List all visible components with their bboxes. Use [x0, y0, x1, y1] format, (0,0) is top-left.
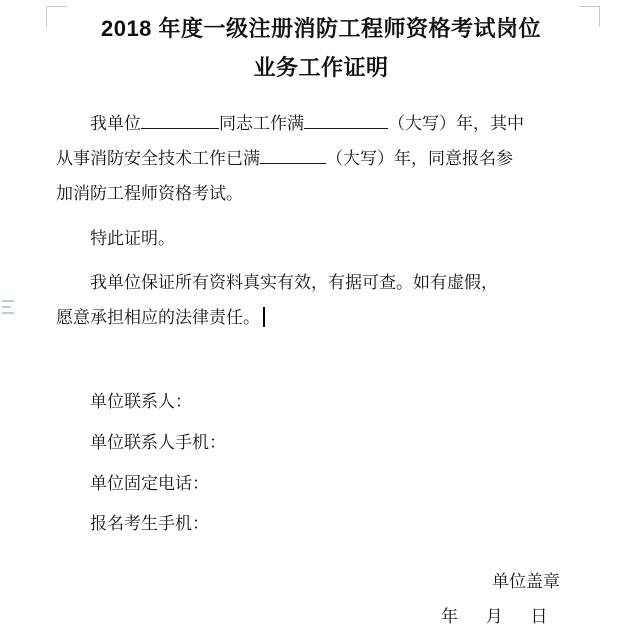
left-margin-rail	[0, 0, 18, 622]
blank-field-years-total[interactable]	[304, 110, 388, 129]
contacts-block	[56, 382, 586, 545]
revision-mark-icon	[2, 300, 14, 302]
title-line-1: 2018 年度一级注册消防工程师资格考试岗位	[100, 16, 542, 41]
document-title	[56, 10, 586, 87]
date-year-label: 年	[441, 607, 459, 627]
paragraph-certify: 特此证明。	[90, 228, 175, 248]
blank-field-years-fire-safety[interactable]	[260, 145, 326, 164]
paragraph-guarantee-line-1: 我单位保证所有资料真实有效，有据可查。如有虚假，	[90, 273, 498, 293]
candidate-mobile-label: 报名考生手机：	[90, 514, 209, 534]
blank-field-name[interactable]	[141, 110, 219, 129]
document-body	[56, 107, 586, 336]
date-line	[56, 602, 586, 627]
paragraph-fire-safety-years	[56, 142, 586, 177]
contact-person-mobile-label: 单位联系人手机：	[90, 432, 226, 452]
date-day-label: 日	[530, 607, 548, 627]
text-cursor	[263, 307, 265, 327]
revision-mark-icon	[2, 312, 14, 314]
date-month-label: 月	[485, 607, 504, 627]
text-uppercase-year-1: （大写）年，其中	[388, 114, 524, 133]
contact-landline-label: 单位固定电话：	[90, 473, 209, 493]
title-line-2: 业务工作证明	[253, 54, 389, 80]
paragraph-guarantee-line-2	[56, 301, 586, 336]
revision-marks	[2, 300, 16, 318]
text-uppercase-year-2: （大写）年，同意报名参	[326, 148, 513, 168]
paragraph-employment-statement	[56, 107, 586, 142]
revision-mark-icon	[2, 306, 11, 308]
text-fire-safety-prefix: 从事消防安全技术工作已满	[56, 148, 260, 168]
text-worked-full: 同志工作满	[219, 114, 304, 133]
paragraph-exam-consent: 加消防工程师资格考试。	[56, 183, 243, 203]
seal-label: 单位盖章	[492, 572, 560, 592]
document-content	[56, 10, 586, 627]
contact-person-label: 单位联系人：	[90, 392, 192, 412]
text-legal-responsibility: 愿意承担相应的法律责任。	[56, 308, 260, 328]
text-unit-prefix: 我单位	[90, 114, 141, 133]
